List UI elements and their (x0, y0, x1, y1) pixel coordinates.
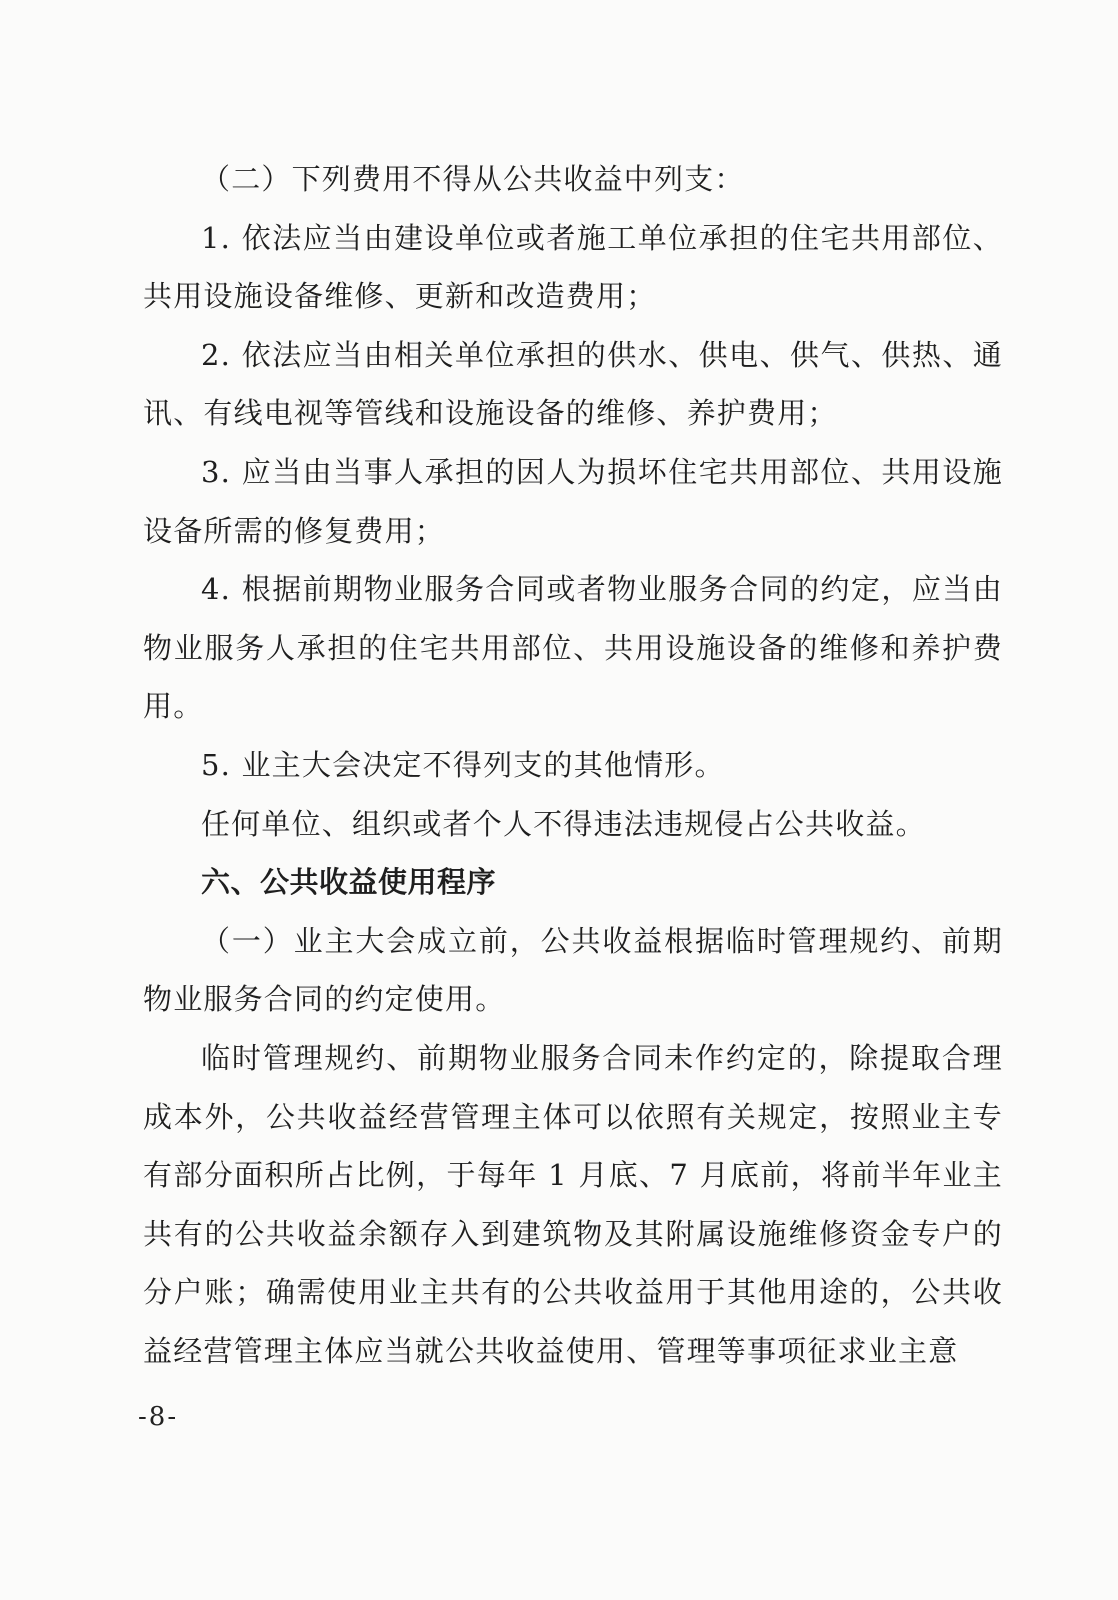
document-body (143, 150, 1003, 1380)
section-paragraph-2: 临时管理规约、前期物业服务合同未作约定的，除提取合理成本外，公共收益经营管理主体可以依照有关规定，按照业主专有部分面积所占比例，于每年 1 月底、7 月底前，将前半年业主共有的公共收益余额存入到建筑物及其附属设施维修资金专户的分户账；确需使用业主共有的公共收益用于其他用途的，公共收益经营管理主体应当就公共收益使用、管理等事项征求业主意 (143, 1040, 1003, 1368)
paragraph-item-2-heading: （二）下列费用不得从公共收益中列支： (201, 162, 745, 196)
paragraph-item-2: 2. 依法应当由相关单位承担的供水、供电、供气、供热、通讯、有线电视等管线和设施设备的维修、养护费用； (143, 337, 1003, 431)
paragraph-item-3: 3. 应当由当事人承担的因人为损坏住宅共用部位、共用设施设备所需的修复费用； (143, 454, 1003, 548)
paragraph-item-1: 1. 依法应当由建设单位或者施工单位承担的住宅共用部位、共用设施设备维修、更新和改造费用； (143, 220, 1003, 314)
section-paragraph-1: （一）业主大会成立前，公共收益根据临时管理规约、前期物业服务合同的约定使用。 (143, 923, 1003, 1017)
paragraph-item-5: 5. 业主大会决定不得列支的其他情形。 (201, 747, 725, 782)
paragraph-item-4: 4. 根据前期物业服务合同或者物业服务合同的约定，应当由物业服务人承担的住宅共用部位、共用设施设备的维修和养护费用。 (143, 572, 1003, 724)
page-number: -8- (138, 1402, 179, 1432)
section-heading: 六、公共收益使用程序 (201, 865, 497, 900)
paragraph-closing-statement: 任何单位、组织或者个人不得违法违规侵占公共收益。 (201, 806, 926, 841)
